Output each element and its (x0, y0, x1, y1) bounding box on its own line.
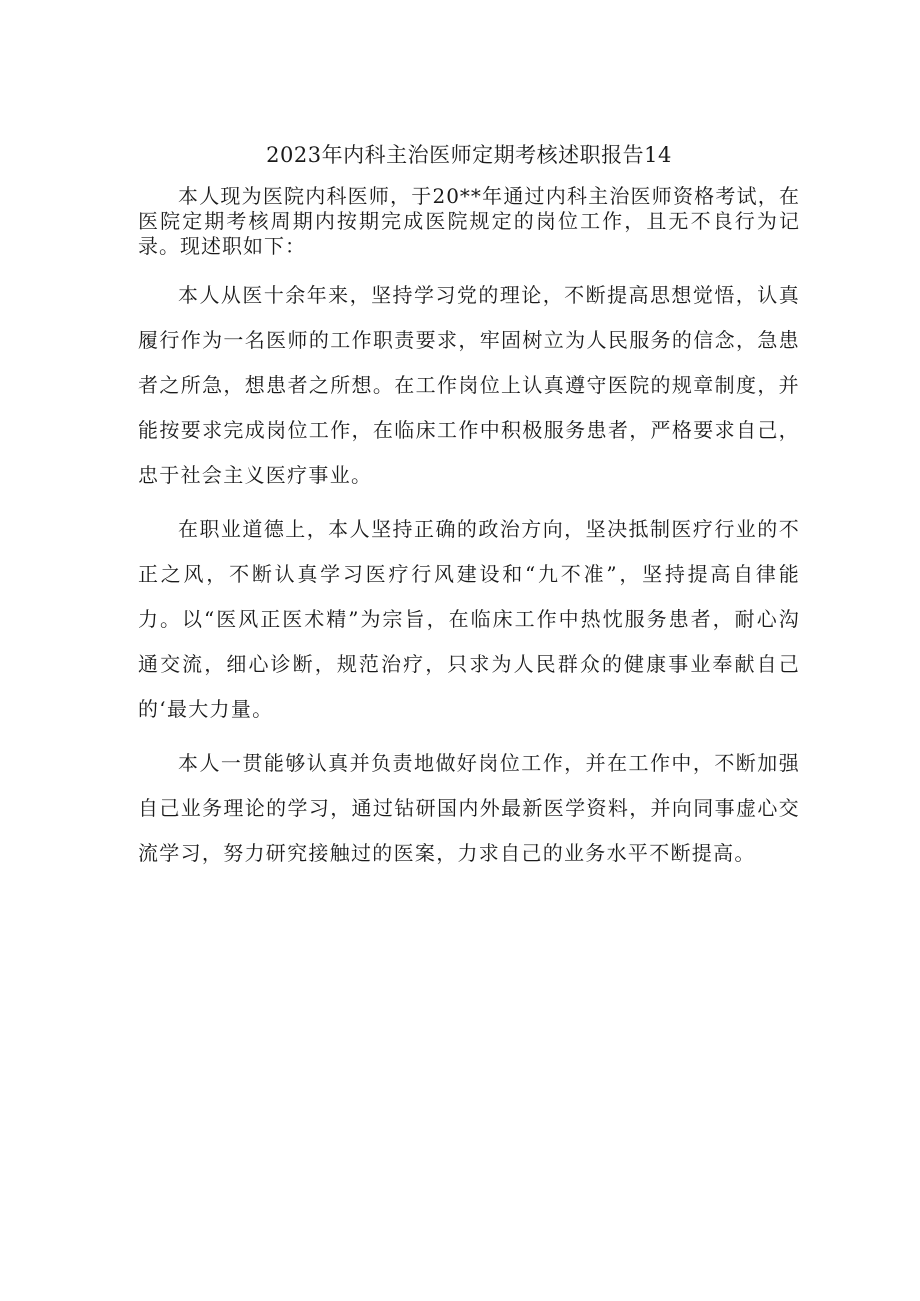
document-title: 2023年内科主治医师定期考核述职报告14 (266, 143, 672, 167)
document-body (138, 140, 800, 885)
paragraph-ethics: 在职业道德上，本人坚持正确的政治方向，坚决抵制医疗行业的不正之风，不断认真学习医疗行风建设和“九不准”，坚持提高自律能力。以“医风正医术精”为宗旨，在临床工作中热忱服务患者，耐心沟通交流，细心诊断，规范治疗，只求为人民群众的健康事业奉献自己的‘最大力量。 (138, 517, 800, 721)
paragraph-political: 本人从医十余年来，坚持学习党的理论，不断提高思想觉悟，认真履行作为一名医师的工作职责要求，牢固树立为人民服务的信念，急患者之所急，想患者之所想。在工作岗位上认真遵守医院的规章制度，并能按要求完成岗位工作，在临床工作中积极服务患者，严格要求自己，忠于社会主义医疗事业。 (138, 283, 800, 487)
paragraph-intro: 本人现为医院内科医师，于20**年通过内科主治医师资格考试，在医院定期考核周期内按期完成医院规定的岗位工作，且无不良行为记录。现述职如下： (138, 184, 800, 258)
paragraph-professional: 本人一贯能够认真并负责地做好岗位工作，并在工作中，不断加强自己业务理论的学习，通过钻研国内外最新医学资料，并向同事虚心交流学习，努力研究接触过的医案，力求自己的业务水平不断提高。 (138, 751, 800, 865)
